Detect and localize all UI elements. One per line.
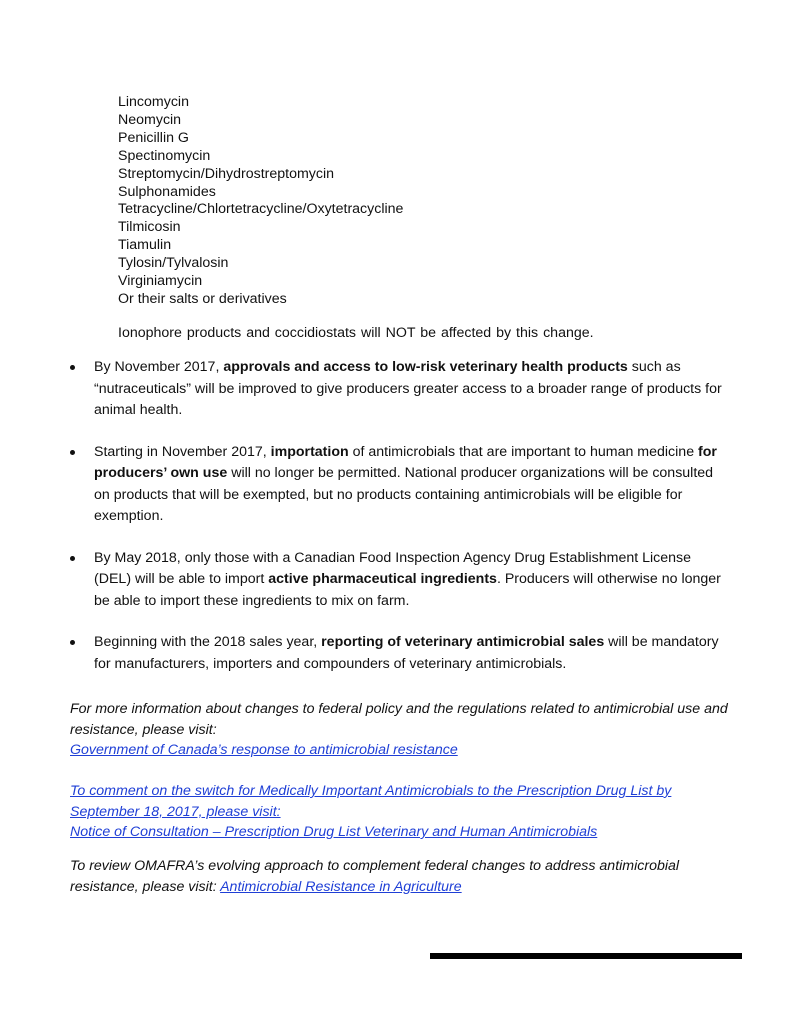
bullet-bold: approvals and access to low-risk veterinary health products bbox=[223, 359, 628, 375]
drug-item: Tetracycline/Chlortetracycline/Oxytetracycline bbox=[118, 201, 404, 218]
more-info-section bbox=[70, 699, 730, 761]
omafra-text: To review OMAFRA’s evolving approach to complement federal changes to address antimicrobial resistance, please visit: bbox=[70, 858, 680, 895]
footer-rule bbox=[430, 953, 742, 959]
gov-canada-link[interactable]: Government of Canada’s response to antimicrobial resistance bbox=[70, 742, 458, 758]
bullet-text: of antimicrobials that are important to human medicine bbox=[348, 443, 699, 460]
bullet-item bbox=[70, 548, 730, 613]
drug-list bbox=[118, 94, 403, 309]
ionophore-note: Ionophore products and coccidiostats will NOT be affected by this change. bbox=[118, 325, 594, 341]
bullet-text: . Producers will otherwise no longer be able to import these ingredients to mix on farm. bbox=[94, 571, 721, 609]
bullet-text: will no longer be permitted. National producer organizations will be consulted on products that will be exempted, but no products containing antimicrobials will be eligible for exemption. bbox=[94, 465, 714, 524]
bullet-bold: for producers’ own use bbox=[94, 443, 717, 481]
drug-item: Lincomycin bbox=[118, 94, 189, 110]
drug-item: Penicillin G bbox=[118, 129, 189, 146]
bullet-text: Beginning with the 2018 sales year, bbox=[94, 634, 322, 650]
comment-link[interactable]: To comment on the switch for Medically Important Antimicrobials to the Prescription Drug List by September 18, 2017, please visit: bbox=[70, 783, 672, 820]
bullet-item bbox=[70, 357, 730, 422]
bullet-bold: reporting of veterinary antimicrobial sales bbox=[321, 634, 605, 650]
bullet-bold: active pharmaceutical ingredients bbox=[268, 571, 497, 587]
drug-item: Streptomycin/Dihydrostreptomycin bbox=[118, 165, 335, 182]
bullet-bold: importation bbox=[270, 443, 349, 460]
more-info-text: For more information about changes to federal policy and the regulations related to antimicrobial use and resistance, please visit: bbox=[70, 701, 728, 738]
bullet-dot-icon bbox=[70, 640, 75, 645]
bullet-text: Starting in November 2017, bbox=[94, 443, 271, 460]
drug-item: Spectinomycin bbox=[118, 147, 211, 164]
bullet-list bbox=[70, 357, 730, 695]
drug-item: Neomycin bbox=[118, 111, 182, 128]
drug-item: Tilmicosin bbox=[118, 219, 181, 236]
bullet-text: will be mandatory for manufacturers, importers and compounders of veterinary antimicrobials. bbox=[94, 634, 719, 672]
bullet-dot-icon bbox=[70, 556, 75, 561]
bullet-text: such as “nutraceuticals” will be improved to give producers greater access to a broader range of products for animal health. bbox=[94, 359, 722, 418]
drug-item: Tylosin/Tylvalosin bbox=[118, 255, 229, 272]
drug-item: Or their salts or derivatives bbox=[118, 290, 287, 307]
bullet-item bbox=[70, 442, 730, 528]
amr-agriculture-link[interactable]: Antimicrobial Resistance in Agriculture bbox=[220, 878, 462, 895]
bullet-text: By November 2017, bbox=[94, 359, 224, 375]
comment-section bbox=[70, 781, 730, 843]
drug-item: Sulphonamides bbox=[118, 183, 216, 200]
drug-item: Virginiamycin bbox=[118, 273, 203, 290]
drug-item: Tiamulin bbox=[118, 237, 172, 254]
omafra-section bbox=[70, 856, 730, 897]
bullet-item bbox=[70, 632, 730, 675]
bullet-dot-icon bbox=[70, 450, 75, 455]
bullet-text: By May 2018, only those with a Canadian Food Inspection Agency Drug Establishment License (DEL) will be able to import bbox=[94, 549, 692, 587]
notice-consultation-link[interactable]: Notice of Consultation – Prescription Drug List Veterinary and Human Antimicrobials bbox=[70, 824, 598, 840]
bullet-dot-icon bbox=[70, 365, 75, 370]
